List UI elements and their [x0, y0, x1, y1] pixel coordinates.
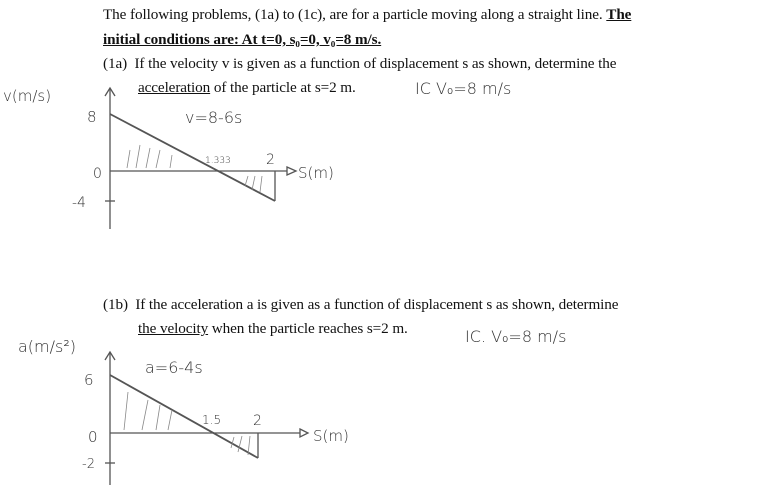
graph-1a-y-tick-neg4: -4: [72, 195, 86, 211]
graph-1b-x-mark-2: 2: [253, 413, 262, 429]
graph-1a-line: [110, 114, 275, 201]
graph-1b-y-tick-0: 0: [88, 428, 98, 446]
intro-bold-start: The: [606, 6, 632, 23]
graph-1b-line: [110, 375, 258, 458]
graph-1b-y-tick-neg2: -2: [82, 457, 95, 472]
graph-1a-x-arrow-icon: [287, 167, 296, 175]
intro-text: The following problems, (1a) to (1c), are for a particle moving along a straight line.: [103, 6, 607, 23]
problem-1a-ic-note: IC V₀=8 m/s: [415, 79, 512, 98]
graph-1b-y-label: a(m/s²): [18, 337, 77, 356]
graph-1a-x-label: S(m): [298, 164, 334, 182]
graph-1b-equation: a=6-4s: [145, 358, 203, 377]
problem-1b-underlined: the velocity: [138, 320, 209, 337]
graph-1a-y-label: v(m/s): [3, 87, 52, 105]
problem-1b-text: If the acceleration a is given as a function of displacement s as shown, determine: [135, 296, 619, 313]
initial-conditions: initial conditions are: At t=0, s₀=0, v₀=8 m/s.: [103, 31, 382, 48]
graph-1a-x-mark-2: 2: [266, 152, 275, 168]
problem-1a-underlined: acceleration: [138, 79, 211, 96]
problem-1b-number: (1b): [103, 296, 128, 313]
graph-1a-hatch: [127, 145, 262, 192]
graph-1b-y-tick-6: 6: [84, 371, 94, 389]
graph-1a-x-mark-root: 1.333: [205, 156, 231, 166]
graph-1a-y-tick-8: 8: [87, 108, 97, 126]
graph-1b-x-label: S(m): [313, 427, 349, 445]
graph-1b-hatch: [124, 392, 250, 455]
graph-1a-equation: v=8-6s: [185, 108, 243, 127]
problem-1a-text: If the velocity v is given as a function of displacement s as shown, determine the: [134, 55, 617, 72]
problem-1b-ic-note: IC. V₀=8 m/s: [465, 327, 567, 346]
problem-1a-number: (1a): [103, 55, 128, 72]
problem-1a-text-2: of the particle at s=2 m.: [210, 79, 356, 96]
graph-1b-x-mark-root: 1.5: [202, 413, 222, 427]
problem-1b-text-2: when the particle reaches s=2 m.: [208, 320, 408, 337]
graph-1b-x-arrow-icon: [300, 429, 308, 437]
graph-1a-y-tick-0: 0: [93, 166, 102, 182]
